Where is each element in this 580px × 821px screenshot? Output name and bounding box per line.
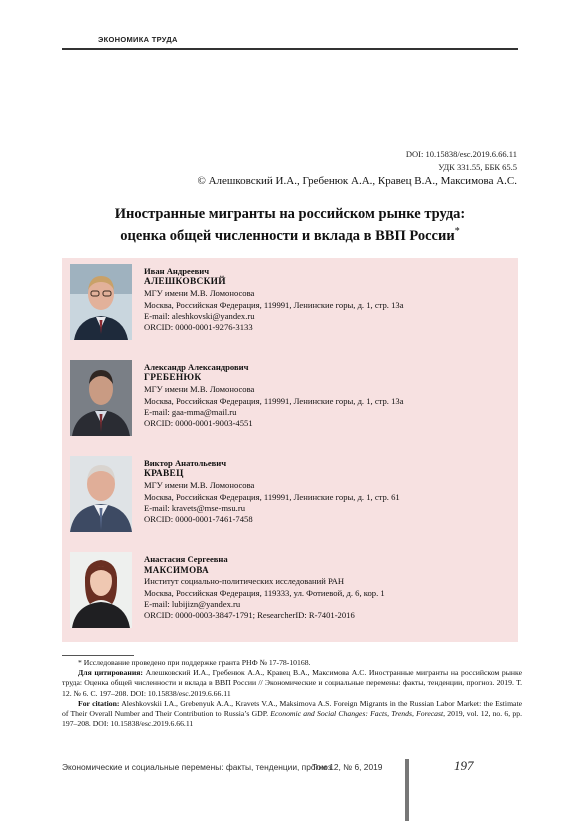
- author-card: [62, 258, 518, 350]
- author-photo: [70, 456, 132, 532]
- authors-panel: [62, 258, 518, 642]
- citation-en-journal: Economic and Social Changes: Facts, Trends, Forecast: [270, 709, 444, 719]
- article-title: [62, 205, 518, 245]
- footer-volume: Том 12, № 6, 2019: [312, 762, 383, 772]
- title-line-1: Иностранные мигранты на российском рынке труда:: [114, 206, 466, 222]
- udk-line: УДК 331.55, ББК 65.5: [438, 162, 517, 172]
- running-header: ЭКОНОМИКА ТРУДА: [98, 35, 178, 44]
- title-footnote-mark: *: [454, 226, 460, 237]
- author-orcid[interactable]: ORCID: 0000-0001-7461-7458: [144, 514, 253, 525]
- footnotes: [62, 658, 522, 729]
- author-last-name: ГРЕБЕНЮК: [144, 373, 202, 384]
- author-address: Москва, Российская Федерация, 119333, ул. Фотиевой, д. 6, кор. 1: [144, 587, 385, 598]
- title-line-2: оценка общей численности и вклада в ВВП России: [120, 227, 455, 244]
- citation-ru-text: Алешковский И.А., Гребенюк А.А., Кравец В.А., Максимова А.С. Иностранные мигранты на российском рынке труда: Оценка общей численности и вклада в ВВП России // Экономические и социальные перемены: факты, тенденции, прогноз. 2019. Т. 12. № 6. С. 197–208. DOI: 10.15838/esc.2019.6.66.11: [62, 668, 523, 698]
- citation-ru-label: Для цитирования:: [78, 668, 143, 678]
- citation-en-label: For citation:: [78, 698, 120, 708]
- author-card: [62, 546, 518, 638]
- footer-journal: Экономические и социальные перемены: факты, тенденции, прогноз: [62, 762, 332, 772]
- footnote-rule: [62, 655, 134, 656]
- author-affiliation: Институт социально-политических исследований РАН: [144, 576, 345, 587]
- author-address: Москва, Российская Федерация, 119991, Ленинские горы, д. 1, стр. 13а: [144, 299, 404, 310]
- doi-line[interactable]: DOI: 10.15838/esc.2019.6.66.11: [405, 149, 517, 159]
- page-number: 197: [454, 758, 474, 773]
- author-first-names: Виктор Анатольевич: [144, 458, 227, 468]
- citation-ru: [62, 668, 522, 699]
- citation-en: [62, 699, 522, 730]
- author-last-name: КРАВЕЦ: [144, 469, 184, 480]
- author-affiliation: МГУ имени М.В. Ломоносова: [144, 384, 255, 395]
- author-last-name: АЛЕШКОВСКИЙ: [144, 277, 226, 288]
- author-card: [62, 354, 518, 446]
- author-photo: [70, 360, 132, 436]
- author-orcid[interactable]: ORCID: 0000-0001-9003-4551: [144, 418, 253, 429]
- author-email[interactable]: E-mail: kravets@mse-msu.ru: [144, 502, 245, 513]
- grant-footnote: * Исследование проведено при поддержке гранта РНФ № 17-78-10168.: [78, 658, 311, 667]
- footer-divider: [405, 759, 409, 821]
- author-photo: [70, 552, 132, 628]
- author-first-names: Анастасия Сергеевна: [144, 554, 228, 564]
- author-address: Москва, Российская Федерация, 119991, Ленинские горы, д. 1, стр. 13а: [144, 395, 404, 406]
- author-affiliation: МГУ имени М.В. Ломоносова: [144, 288, 255, 299]
- author-orcid[interactable]: ORCID: 0000-0003-3847-1791; ResearcherID: R-7401-2016: [144, 610, 355, 621]
- author-info: [144, 362, 404, 429]
- author-info: [144, 266, 404, 333]
- author-address: Москва, Российская Федерация, 119991, Ленинские горы, д. 1, стр. 61: [144, 491, 400, 502]
- author-info: [144, 458, 400, 525]
- author-affiliation: МГУ имени М.В. Ломоносова: [144, 480, 255, 491]
- author-email[interactable]: E-mail: aleshkovski@yandex.ru: [144, 310, 255, 321]
- author-card: [62, 450, 518, 542]
- author-info: [144, 554, 385, 621]
- author-email[interactable]: E-mail: gaa-mma@mail.ru: [144, 406, 237, 417]
- header-rule: [62, 48, 518, 50]
- author-first-names: Александр Александрович: [144, 362, 249, 372]
- copyright-line: © Алешковский И.А., Гребенюк А.А., Кравец В.А., Максимова А.С.: [197, 175, 517, 187]
- author-last-name: МАКСИМОВА: [144, 565, 209, 576]
- author-email[interactable]: E-mail: lubijizn@yandex.ru: [144, 598, 241, 609]
- citation-en-text: Aleshkovskii I.A., Grebenyuk A.A., Kravets V.A., Maksimova A.S. Foreign Migrants in the Russian Labor Market: the Estimate of Their Overall Number and Their Contribution to Russia’s GDP.: [62, 698, 523, 719]
- citation-en-tail: , 2019, vol. 12, no. 6, pp. 197–208. DOI: 10.15838/esc.2019.6.66.11: [62, 709, 522, 729]
- author-photo: [70, 264, 132, 340]
- author-first-names: Иван Андреевич: [144, 266, 210, 276]
- author-orcid[interactable]: ORCID: 0000-0001-9276-3133: [144, 322, 253, 333]
